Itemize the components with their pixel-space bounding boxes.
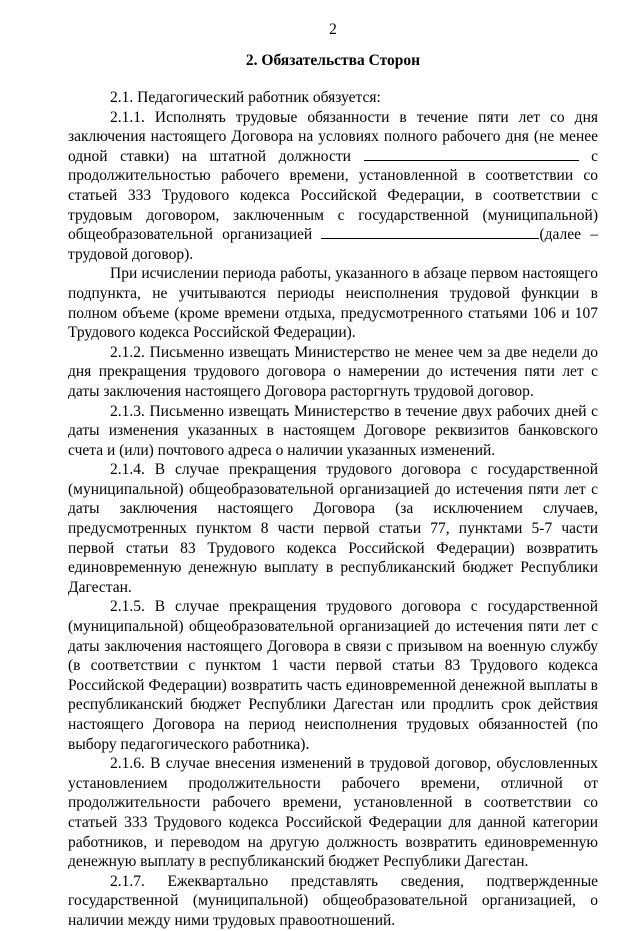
paragraph-2-1-1 [68, 108, 598, 265]
paragraph-period: При исчислении периода работы, указанного в абзаце первом настоящего подпункта, не учитываются периоды неисполнения трудовой функции в полном объеме (кроме времени отдыха, предусмотренного статьями 106 и 107 Трудового кодекса Российской Федерации). [68, 265, 598, 342]
paragraph-2-1-7: 2.1.7. Ежеквартально представлять сведения, подтвержденные государственной (муниципальной) общеобразовательной организацией, о наличии между ними трудовых правоотношений. [68, 872, 598, 929]
paragraph-2-1-3: 2.1.3. Письменно извещать Министерство в течение двух рабочих дней с даты изменения указанных в настоящем Договоре реквизитов банковского счета и (или) почтового адреса о наличии указанных изменений. [68, 402, 598, 459]
paragraph-2-1-6: 2.1.6. В случае внесения изменений в трудовой договор, обусловленных установлением продолжительности рабочего времени, отличной от продолжительности рабочего времени, установленной в соответствии со статьей 333 Трудового кодекса Российской Федерации для данной категории работников, и переводом на другую должность возвратить единовременную денежную выплату в республиканский бюджет Республики Дагестан. [68, 755, 598, 871]
paragraph-2-1-5: 2.1.5. В случае прекращения трудового договора с государственной (муниципальной) общеобразовательной организацией до истечения пяти лет с даты заключения настоящего Договора в связи с призывом на военную службу (в соответствии с пунктом 1 части первой статьи 83 Трудового кодекса Российской Федерации) возвратить часть единовременной денежной выплаты в республиканский бюджет Республики Дагестан или продлить срок действия настоящего Договора на период неисполнения трудовых обязанностей (по выбору педагогического работника). [68, 598, 598, 753]
document-body [68, 88, 598, 931]
paragraph-2-1-1-part-c: (далее – трудовой договор). [68, 226, 598, 263]
paragraph-2-1-4: 2.1.4. В случае прекращения трудового договора с государственной (муниципальной) общеобразовательной организацией до истечения пяти лет с даты заключения настоящего Договора (за исключением случаев, предусмотренных пунктом 8 части первой статьи 77, пунктами 5-7 части первой статьи 83 Трудового кодекса Российской Федерации) возвратить единовременную денежную выплату в республиканский бюджет Республики Дагестан. [68, 461, 598, 596]
paragraph-2-1-1-part-a: 2.1.1. Исполнять трудовые обязанности в течение пяти лет со дня заключения настоящего Договора на условиях полного рабочего дня (не менее одной ставки) на штатной должности [68, 108, 598, 165]
paragraph-2-1: 2.1. Педагогический работник обязуется: [110, 89, 381, 106]
organization-blank-line [321, 225, 539, 239]
paragraph-2-1-2: 2.1.2. Письменно извещать Министерство не менее чем за две недели до дня прекращения трудового договора о намерении до истечения пяти лет с даты заключения настоящего Договора расторгнуть трудовой договор. [68, 343, 598, 400]
position-blank-line [364, 147, 579, 161]
paragraph-2-1-1-part-b: с продолжительностью рабочего времени, установленной в соответствии со статьей 333 Трудового кодекса Российской Федерации, в соответствии с трудовым договором, заключенным с государственной (муниципальной) общеобразовательной организацией [68, 147, 598, 244]
page-number: 2 [329, 21, 337, 38]
section-title: 2. Обязательства Сторон [245, 52, 421, 69]
